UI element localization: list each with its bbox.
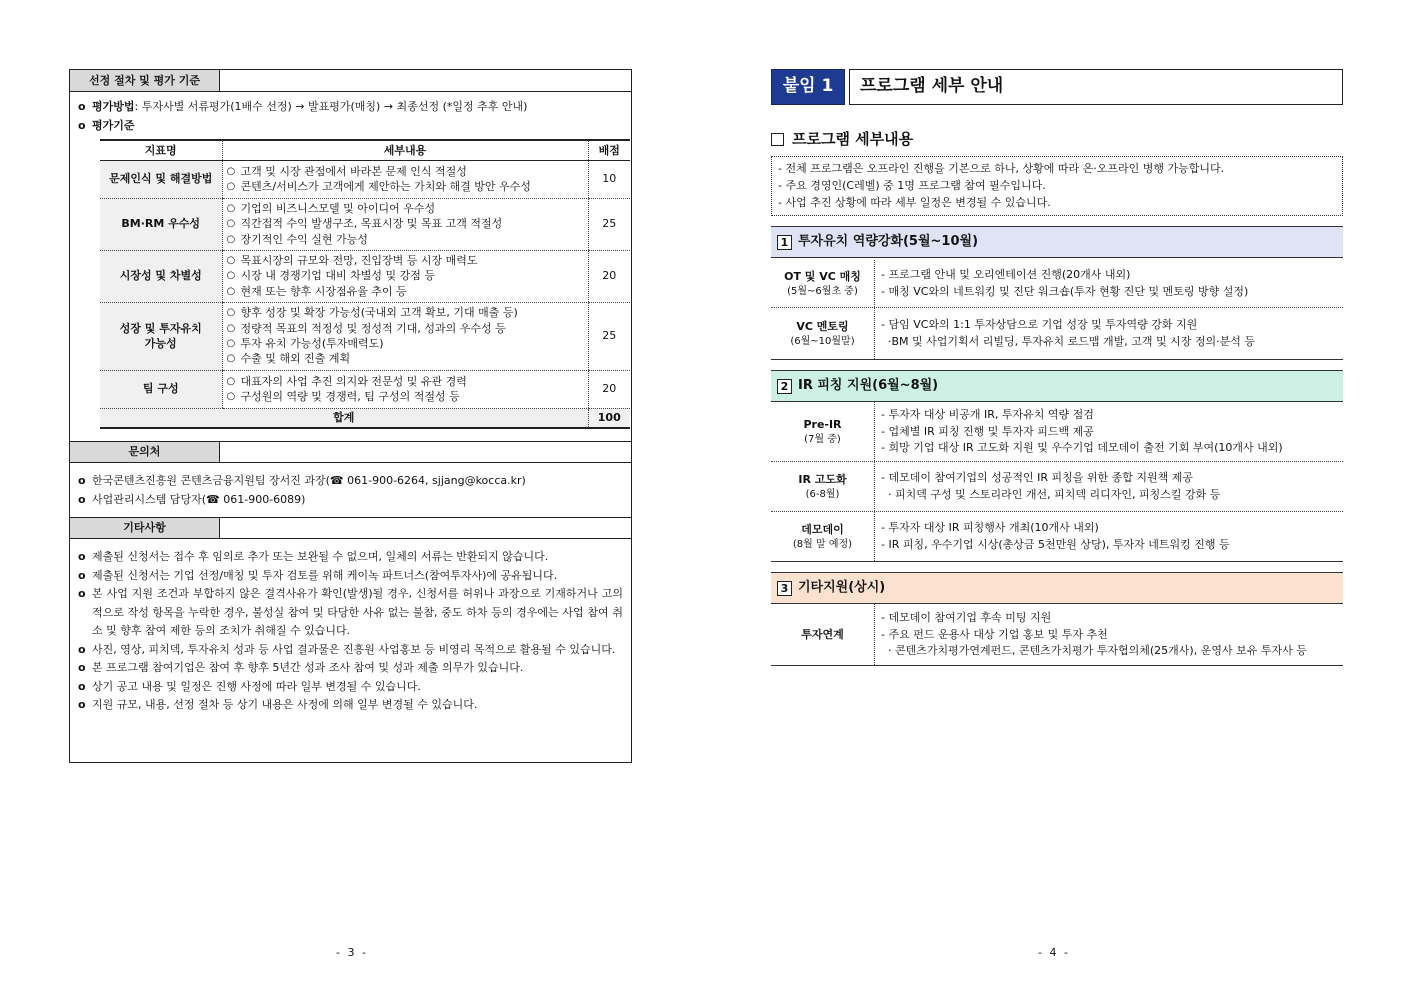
program-details (875, 512, 1343, 561)
program-name: Pre-IR (803, 418, 842, 432)
etc-item: o 본 프로그램 참여기업은 참여 후 향후 5년간 성과 조사 참여 및 성과 제출 의무가 있습니다. (78, 659, 623, 678)
category-number: 3 (777, 581, 792, 596)
category-title: 투자유치 역량강화(5월~10월) (798, 234, 979, 250)
criteria-name: 시장성 및 차별성 (100, 250, 222, 302)
criteria-name: 팀 구성 (100, 370, 222, 408)
program-detail-line: - 매칭 VC와의 네트워킹 및 진단 워크숍(투자 현황 진단 및 멘토링 방향 설정) (881, 284, 1249, 298)
detail-line: ○ 수출 및 해외 진출 계획 (227, 351, 584, 366)
program-name-cell (771, 260, 875, 307)
program-name-cell (771, 308, 875, 359)
program-row (771, 462, 1343, 512)
detail-line: ○ 향후 성장 및 확장 가능성(국내외 고객 확보, 기대 매출 등) (227, 305, 584, 320)
detail-line: ○ 투자 유치 가능성(투자매력도) (227, 336, 584, 351)
program-detail-line: · 콘텐츠가치평가연계펀드, 콘텐츠가치평가 투자협의체(25개사), 운영사 보유 투자사 등 (881, 644, 1307, 658)
selection-section-body (70, 92, 631, 441)
criteria-details (222, 302, 588, 370)
program-name: 투자연계 (801, 628, 844, 642)
contact-item: o 한국콘텐츠진흥원 콘텐츠금융지원팀 장서진 과장(☎ 061-900-6264, sjjang@kocca.kr) (78, 472, 623, 491)
program-detail-line: - 담임 VC와의 1:1 투자상담으로 기업 성장 및 투자역량 강화 지원 (881, 318, 1198, 332)
etc-section-body (70, 539, 631, 721)
etc-item: o 제출된 신청서는 접수 후 임의로 추가 또는 보완될 수 없으며, 일체의 서류는 반환되지 않습니다. (78, 548, 623, 567)
column-header: 세부내용 (222, 140, 588, 160)
contact-item: o 사업관리시스템 담당자(☎ 061-900-6089) (78, 491, 623, 510)
program-row (771, 512, 1343, 562)
program-period: (7월 중) (804, 433, 841, 445)
table-row (100, 160, 630, 198)
etc-item: o 상기 공고 내용 및 일정은 진행 사정에 따라 일부 변경될 수 있습니다. (78, 678, 623, 697)
etc-item: o 제출된 신청서는 기업 선정/매칭 및 투자 검토를 위해 케이녹 파트너스(참여투자사)에 공유됩니다. (78, 567, 623, 586)
page-number-left: - 3 - (336, 946, 368, 959)
program-period: (8월 말 예정) (792, 538, 853, 550)
program-detail-line: - 프로그램 안내 및 오리엔테이션 진행(20개사 내외) (881, 268, 1131, 282)
appendix-header (771, 69, 1343, 105)
evaluation-method: o 평가방법: 투자사별 서류평가(1배수 선정) → 발표평가(매칭) → 최종선정 (*일정 추후 안내) (78, 98, 623, 117)
category-number: 2 (777, 379, 792, 394)
etc-item: o 지원 규모, 내용, 선정 절차 등 상기 내용은 사정에 의해 일부 변경될 수 있습니다. (78, 696, 623, 715)
etc-item: o 본 사업 지원 조건과 부합하지 않은 결격사유가 확인(발생)될 경우, 신청서를 허위나 과장으로 기재하거나 고의적으로 작성 항목을 누락한 경우, 불성실 참여 및 타당한 사유 없는 불참, 중도 하차 등의 경우에는 사업 참여 취소 및 향후 참여 제한 등의 조치가 취해질 수 있습니다. (78, 585, 623, 641)
evaluation-criteria-label: o 평가기준 (78, 117, 623, 136)
program-categories (771, 226, 1343, 666)
detail-line: ○ 직간접적 수익 발생구조, 목표시장 및 목표 고객 적절성 (227, 216, 584, 231)
criteria-points: 20 (588, 250, 630, 302)
program-name-cell (771, 462, 875, 511)
right-page (771, 69, 1343, 666)
etc-header-label: 기타사항 (70, 518, 220, 538)
category-header (771, 370, 1343, 402)
criteria-name: BM·RM 우수성 (100, 198, 222, 250)
detail-line: ○ 구성원의 역량 및 경쟁력, 팀 구성의 적절성 등 (227, 389, 584, 404)
notes-box (771, 156, 1343, 216)
category-title: 기타지원(상시) (798, 580, 886, 596)
criteria-points: 20 (588, 370, 630, 408)
program-row (771, 402, 1343, 462)
detail-line: ○ 정량적 목표의 적정성 및 정성적 기대, 성과의 우수성 등 (227, 321, 584, 336)
program-detail-line: ·BM 및 사업기획서 리빌딩, 투자유치 로드맵 개발, 고객 및 시장 정의·분석 등 (881, 334, 1256, 348)
etc-item: o 사진, 영상, 피치덱, 투자유치 성과 등 사업 결과물은 진흥원 사업홍보 등 비영리 목적으로 활용될 수 있습니다. (78, 641, 623, 660)
program-detail-line: - 투자자 대상 IR 피칭행사 개최(10개사 내외) (881, 521, 1099, 535)
column-header: 지표명 (100, 140, 222, 160)
page-number-right: - 4 - (1038, 946, 1070, 959)
table-total-row (100, 408, 630, 428)
criteria-details (222, 250, 588, 302)
program-detail-line: - 업체별 IR 피칭 진행 및 투자자 피드백 제공 (881, 424, 1094, 438)
criteria-details (222, 370, 588, 408)
section-title: 프로그램 세부내용 (771, 129, 1343, 150)
program-detail-line: - 데모데이 참여기업 후속 미팅 지원 (881, 611, 1052, 625)
checkbox-square-icon (771, 133, 784, 146)
contact-section-header (70, 441, 631, 463)
program-row (771, 604, 1343, 666)
criteria-details (222, 198, 588, 250)
program-details (875, 308, 1343, 359)
table-row (100, 302, 630, 370)
detail-line: ○ 장기적인 수익 실현 가능성 (227, 232, 584, 247)
contact-section-body (70, 463, 631, 517)
criteria-points: 25 (588, 198, 630, 250)
category-title: IR 피칭 지원(6월~8월) (798, 378, 939, 394)
table-row (100, 370, 630, 408)
program-name-cell (771, 604, 875, 665)
selection-header-label: 선정 절차 및 평가 기준 (70, 70, 220, 91)
detail-line: ○ 콘텐츠/서비스가 고객에게 제안하는 가치와 해결 방안 우수성 (227, 179, 584, 194)
selection-section-header (70, 70, 631, 92)
etc-section-header (70, 517, 631, 539)
program-name: VC 멘토링 (796, 320, 849, 334)
criteria-points: 10 (588, 160, 630, 198)
program-period: (6-8월) (805, 488, 840, 500)
detail-line: ○ 시장 내 경쟁기업 대비 차별성 및 강점 등 (227, 268, 584, 283)
detail-line: ○ 기업의 비즈니스모델 및 아이디어 우수성 (227, 201, 584, 216)
detail-line: ○ 목표시장의 규모와 전망, 진입장벽 등 시장 매력도 (227, 253, 584, 268)
program-name-cell (771, 512, 875, 561)
detail-line: ○ 대표자의 사업 추진 의지와 전문성 및 유관 경력 (227, 374, 584, 389)
program-name: IR 고도화 (798, 473, 847, 487)
program-details (875, 604, 1343, 665)
program-period: (6월~10월말) (790, 335, 855, 347)
column-header: 배점 (588, 140, 630, 160)
program-period: (5월~6월초 중) (787, 285, 858, 297)
program-detail-line: - IR 피칭, 우수기업 시상(총상금 5천만원 상당), 투자자 네트워킹 진행 등 (881, 537, 1230, 551)
table-row (100, 198, 630, 250)
program-detail-line: · 피치덱 구성 및 스토리라인 개선, 피치덱 리디자인, 피칭스킬 강화 등 (881, 487, 1221, 501)
program-detail-line: - 주요 펀드 운용사 대상 기업 홍보 및 투자 추천 (881, 627, 1108, 641)
program-row (771, 260, 1343, 308)
program-details (875, 260, 1343, 307)
contact-header-label: 문의처 (70, 442, 220, 462)
criteria-points: 25 (588, 302, 630, 370)
total-points: 100 (588, 408, 630, 428)
note-line: - 사업 추진 상황에 따라 세부 일정은 변경될 수 있습니다. (778, 195, 1051, 209)
program-details (875, 462, 1343, 511)
note-line: - 전체 프로그램은 오프라인 진행을 기본으로 하나, 상황에 따라 온·오프라인 병행 가능합니다. (778, 162, 1225, 175)
category-number: 1 (777, 235, 792, 250)
criteria-details (222, 160, 588, 198)
program-detail-line: - 희망 기업 대상 IR 고도화 지원 및 우수기업 데모데이 출전 기회 부여(10개사 내외) (881, 441, 1283, 455)
total-label: 합계 (100, 408, 588, 428)
criteria-name: 문제인식 및 해결방법 (100, 160, 222, 198)
table-row (100, 250, 630, 302)
detail-line: ○ 현재 또는 향후 시장점유율 추이 등 (227, 284, 584, 299)
appendix-tag: 붙임 1 (771, 69, 845, 105)
note-line: - 주요 경영인(C레벨) 중 1명 프로그램 참여 필수입니다. (778, 178, 1046, 192)
criteria-name: 성장 및 투자유치 가능성 (100, 302, 222, 370)
program-name: 데모데이 (801, 523, 844, 537)
category-header (771, 572, 1343, 604)
left-page (69, 69, 632, 763)
program-name-cell (771, 402, 875, 461)
program-details (875, 402, 1343, 461)
appendix-title: 프로그램 세부 안내 (849, 69, 1343, 105)
program-name: OT 및 VC 매칭 (784, 270, 861, 284)
program-row (771, 308, 1343, 360)
table-header-row (100, 140, 630, 160)
program-detail-line: - 투자자 대상 비공개 IR, 투자유치 역량 점검 (881, 408, 1094, 422)
category-header (771, 226, 1343, 258)
program-detail-line: - 데모데이 참여기업의 성공적인 IR 피칭을 위한 종합 지원책 제공 (881, 471, 1193, 485)
detail-line: ○ 고객 및 시장 관점에서 바라본 문제 인식 적절성 (227, 164, 584, 179)
evaluation-table (100, 139, 630, 429)
